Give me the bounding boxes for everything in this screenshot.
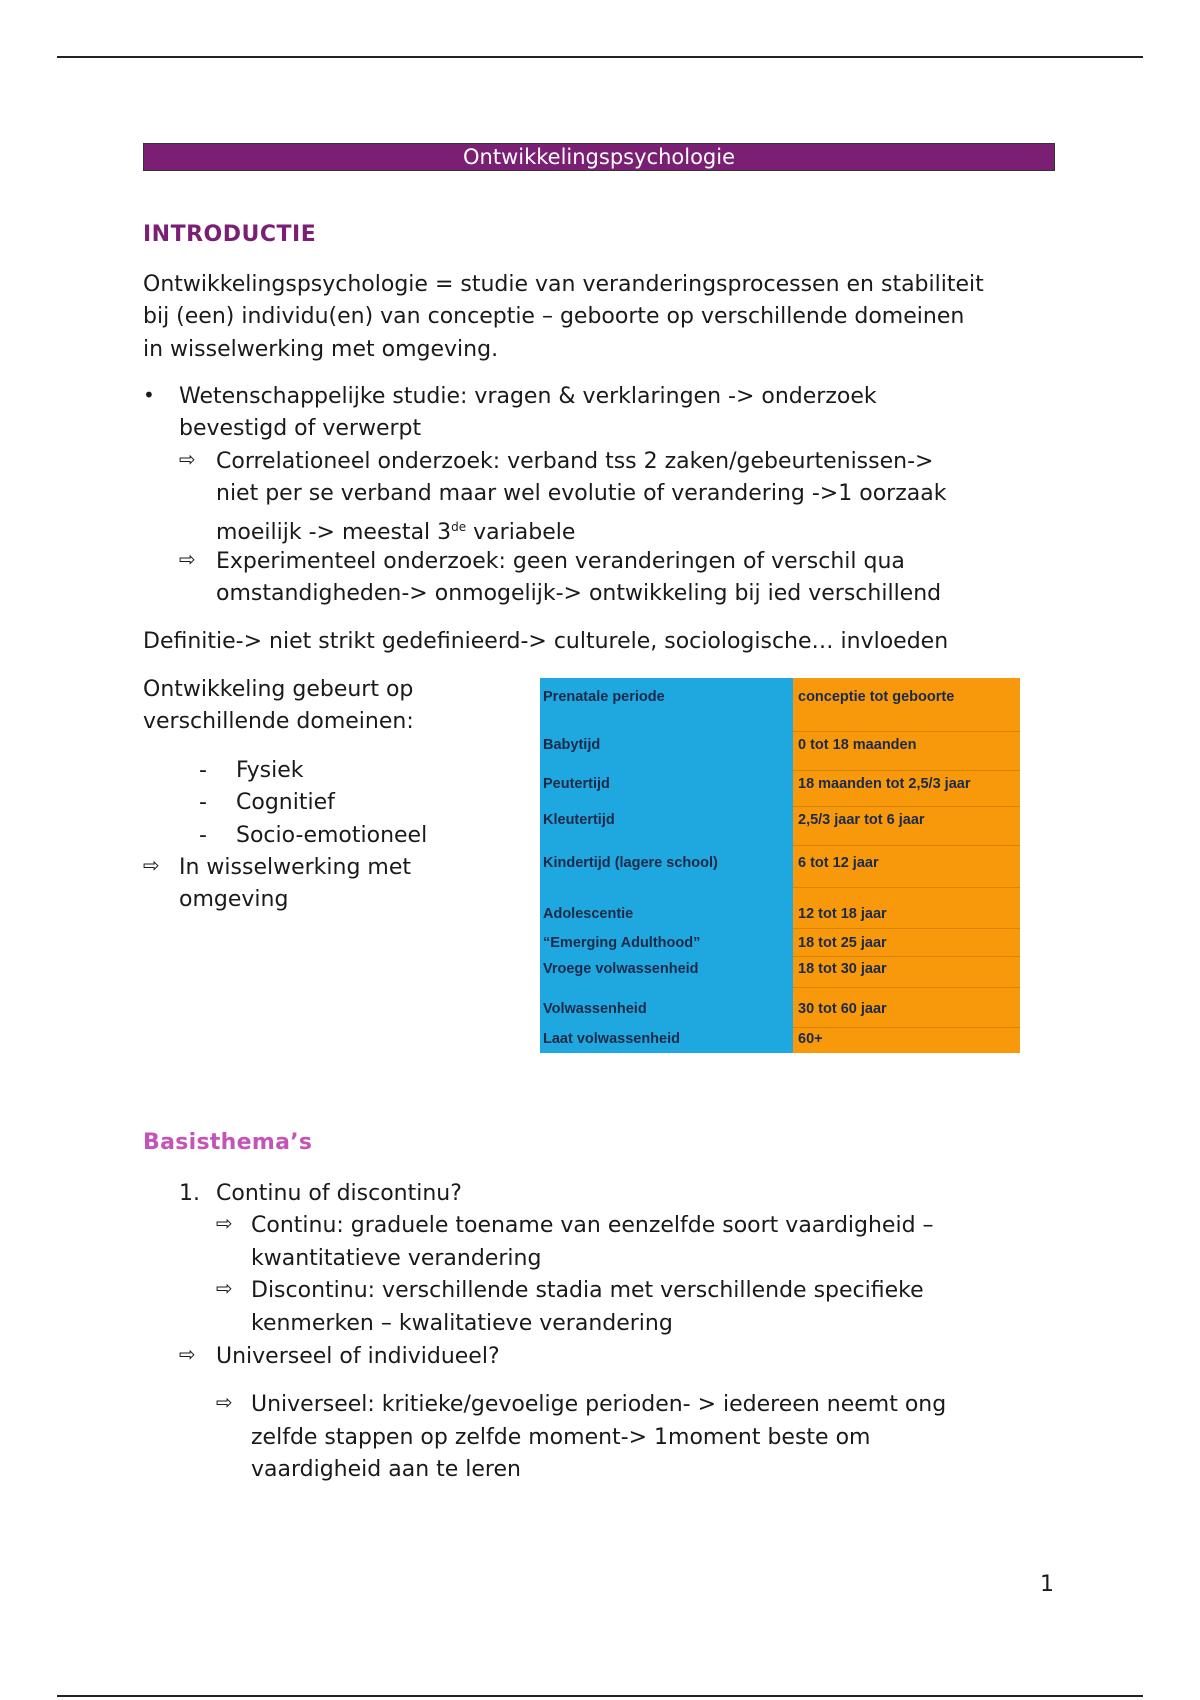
footer-rule <box>57 1695 1143 1697</box>
dash-glyph: - <box>199 758 207 783</box>
dash-glyph: - <box>199 790 207 815</box>
experimental-line-2: omstandigheden-> onmogelijk-> ontwikkeling bij ied verschillend <box>216 581 942 606</box>
table-row-divider <box>793 987 1020 988</box>
item2-label: Universeel of individueel? <box>216 1344 500 1369</box>
dash-glyph: - <box>199 823 207 848</box>
definition-line-1: Ontwikkelingspsychologie = studie van veranderingsprocessen en stabiliteit <box>143 272 984 297</box>
correlational-line-3-end: variabele <box>466 520 576 545</box>
page-number: 1 <box>1040 1572 1054 1597</box>
table-row-divider <box>793 806 1020 807</box>
table-age-cell: 6 tot 12 jaar <box>798 855 879 871</box>
arrow-icon: ⇨ <box>179 1342 196 1366</box>
definition-line-3: in wisselwerking met omgeving. <box>143 337 499 362</box>
bullet-line-2: bevestigd of verwerpt <box>179 416 422 441</box>
domains-intro-line-2: verschillende domeinen: <box>143 709 414 734</box>
item1-number: 1. <box>179 1181 200 1206</box>
table-row-divider <box>793 731 1020 732</box>
experimental-line-1: Experimenteel onderzoek: geen veranderingen of verschil qua <box>216 549 905 574</box>
table-row-divider <box>793 770 1020 771</box>
arrow-icon: ⇨ <box>179 447 196 471</box>
discontinu-line-1: Discontinu: verschillende stadia met verschillende specifieke <box>251 1278 924 1303</box>
item1-label: Continu of discontinu? <box>216 1181 462 1206</box>
table-age-cell: conceptie tot geboorte <box>798 689 955 705</box>
universeel-line-3: vaardigheid aan te leren <box>251 1457 521 1482</box>
arrow-icon: ⇨ <box>143 853 160 877</box>
correlational-line-1: Correlationeel onderzoek: verband tss 2 zaken/gebeurtenissen-> <box>216 449 934 474</box>
domain-item-cognitief: Cognitief <box>236 790 335 815</box>
table-row-divider <box>793 956 1020 957</box>
correlational-line-3 <box>216 511 575 550</box>
table-period-cell: Prenatale periode <box>543 689 665 705</box>
table-row-divider <box>793 845 1020 846</box>
table-age-cell: 0 tot 18 maanden <box>798 737 917 753</box>
domains-intro-line-1: Ontwikkeling gebeurt op <box>143 677 414 702</box>
table-age-cell: 18 tot 25 jaar <box>798 935 887 951</box>
domains-arrow-line-2: omgeving <box>179 887 289 912</box>
table-period-cell: Volwassenheid <box>543 1001 647 1017</box>
correlational-line-2: niet per se verband maar wel evolutie of verandering ->1 oorzaak <box>216 481 947 506</box>
table-age-cell: 60+ <box>798 1031 823 1047</box>
arrow-icon: ⇨ <box>216 1211 233 1235</box>
table-row-divider <box>793 1027 1020 1028</box>
arrow-icon: ⇨ <box>216 1276 233 1300</box>
arrow-icon: ⇨ <box>216 1390 233 1414</box>
continu-line-1: Continu: graduele toename van eenzelfde soort vaardigheid – <box>251 1213 934 1238</box>
intro-heading: INTRODUCTIE <box>143 222 317 247</box>
continu-line-2: kwantitatieve verandering <box>251 1246 542 1271</box>
domain-item-fysiek: Fysiek <box>236 758 304 783</box>
domain-item-socio-emotioneel: Socio-emotioneel <box>236 823 428 848</box>
universeel-line-2: zelfde stappen op zelfde moment-> 1moment beste om <box>251 1425 871 1450</box>
document-title-bar: Ontwikkelingspsychologie <box>143 143 1055 171</box>
correlational-line-3-text: moeilijk -> meestal 3 <box>216 520 452 545</box>
table-period-cell: Vroege volwassenheid <box>543 961 699 977</box>
header-rule <box>57 56 1143 58</box>
universeel-line-1: Universeel: kritieke/gevoelige perioden- > iedereen neemt ong <box>251 1392 947 1417</box>
bullet-line-1: Wetenschappelijke studie: vragen & verklaringen -> onderzoek <box>179 384 877 409</box>
table-period-cell: Kleutertijd <box>543 812 615 828</box>
bullet-dot: • <box>143 383 155 407</box>
definition-line-2: bij (een) individu(en) van conceptie – geboorte op verschillende domeinen <box>143 304 965 329</box>
table-period-cell: Adolescentie <box>543 906 634 922</box>
discontinu-line-2: kenmerken – kwalitatieve verandering <box>251 1311 673 1336</box>
table-age-cell: 12 tot 18 jaar <box>798 906 887 922</box>
table-age-cell: 30 tot 60 jaar <box>798 1001 887 1017</box>
superscript-de: de <box>451 520 467 534</box>
table-period-cell: Kindertijd (lagere school) <box>543 855 718 871</box>
table-age-cell: 2,5/3 jaar tot 6 jaar <box>798 812 925 828</box>
domains-arrow-line-1: In wisselwerking met <box>179 855 412 880</box>
arrow-icon: ⇨ <box>179 547 196 571</box>
definitie-line: Definitie-> niet strikt gedefinieerd-> culturele, sociologische… invloeden <box>143 629 949 654</box>
table-period-cell: “Emerging Adulthood” <box>543 935 701 951</box>
table-period-cell: Peutertijd <box>543 776 610 792</box>
table-period-cell: Laat volwassenheid <box>543 1031 680 1047</box>
table-row-divider <box>793 887 1020 888</box>
table-period-cell: Babytijd <box>543 737 601 753</box>
table-age-cell: 18 tot 30 jaar <box>798 961 887 977</box>
table-age-cell: 18 maanden tot 2,5/3 jaar <box>798 776 971 792</box>
basis-heading: Basisthema’s <box>143 1130 313 1155</box>
development-periods-table <box>540 678 1020 1053</box>
table-row-divider <box>793 928 1020 929</box>
